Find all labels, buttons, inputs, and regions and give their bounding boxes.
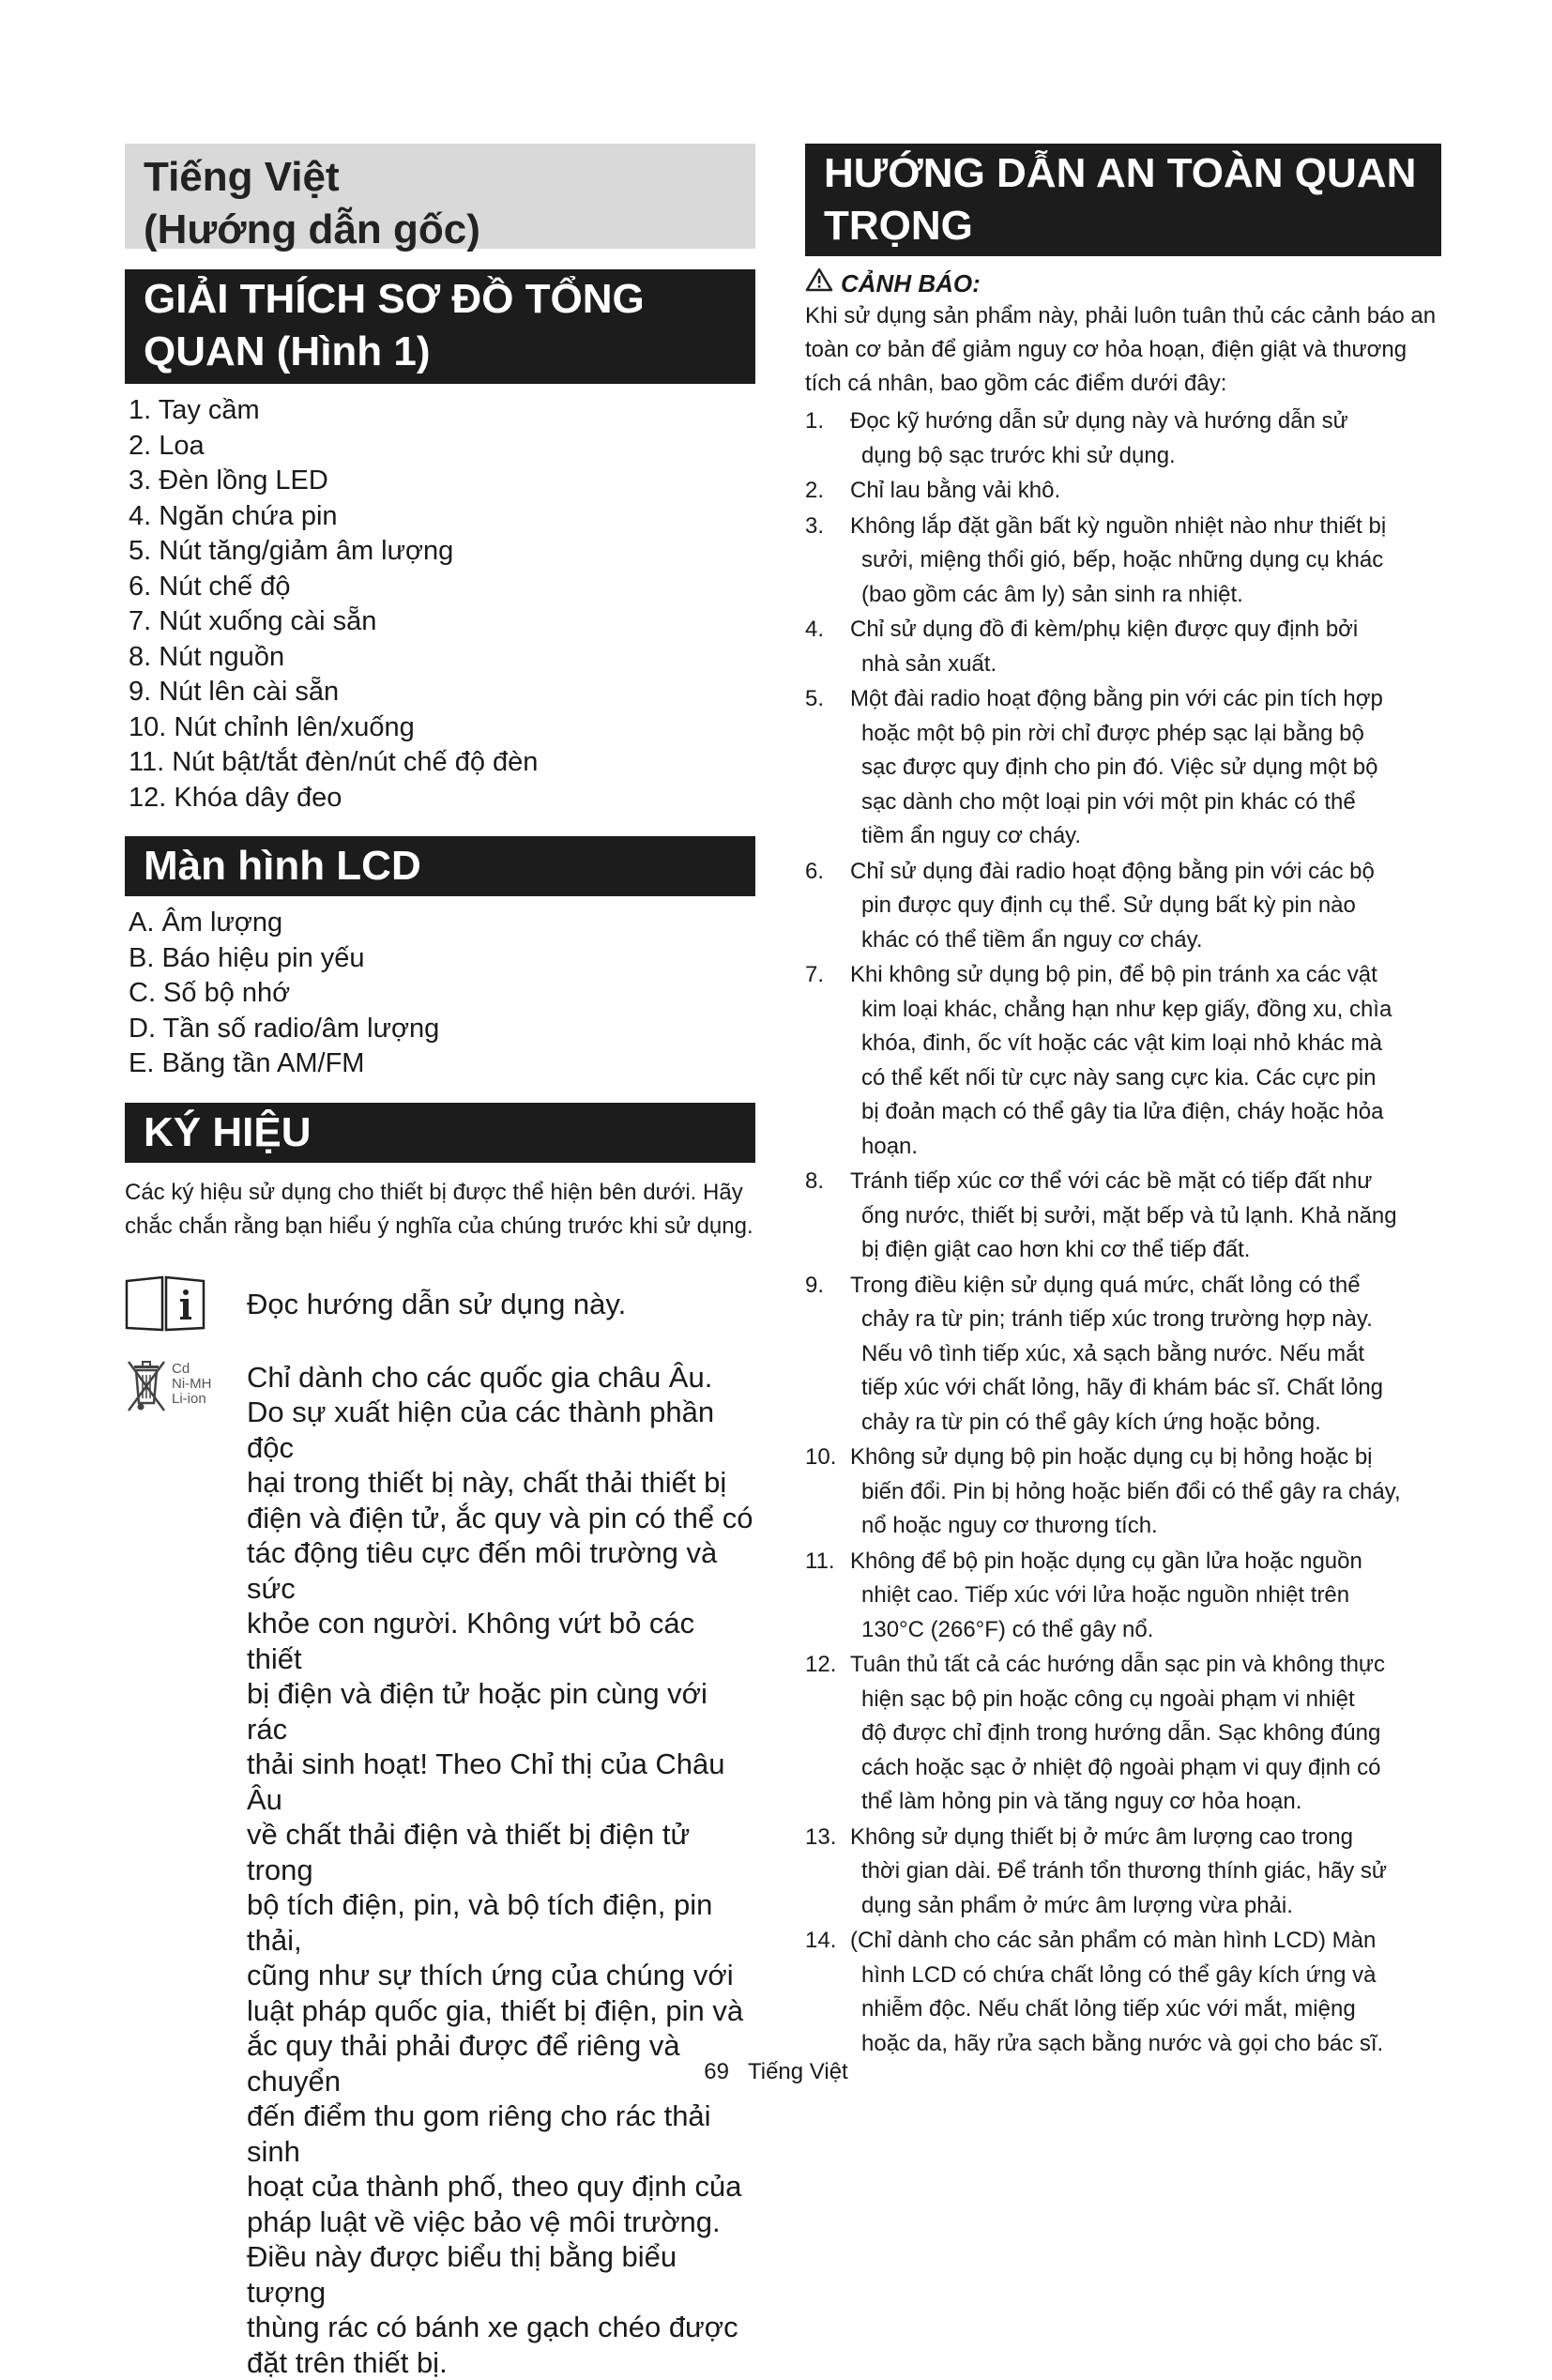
safety-rule-line: (Chỉ dành cho các sản phẩm có màn hình LCD) Màn — [850, 1924, 1441, 1959]
safety-rule-number: 2. — [805, 474, 824, 509]
safety-rule-line: Không lắp đặt gần bất kỳ nguồn nhiệt nào như thiết bị — [850, 510, 1441, 544]
safety-rule — [805, 474, 1441, 509]
overview-list-item: 4. Ngăn chứa pin — [125, 499, 755, 535]
overview-list-item: 2. Loa — [125, 429, 755, 465]
weee-text-line: Do sự xuất hiện của các thành phần độc — [247, 1395, 755, 1465]
lcd-list-item: D. Tần số radio/âm lượng — [125, 1012, 755, 1047]
page-footer — [0, 2058, 1552, 2086]
safety-rule-line: 130°C (266°F) có thể gây nổ. — [861, 1613, 1441, 1648]
safety-rule — [805, 1269, 1441, 1441]
symbol-weee-row — [125, 1360, 755, 2380]
weee-text-line: cũng như sự thích ứng của chúng với — [247, 1958, 755, 1993]
safety-rule — [805, 1648, 1441, 1820]
safety-rule-line: dụng sản phẩm ở mức âm lượng vừa phải. — [861, 1889, 1441, 1924]
safety-rule-line: biến đổi. Pin bị hỏng hoặc biến đổi có thể gây ra cháy, — [861, 1475, 1441, 1510]
weee-text-line: ắc quy thải phải được để riêng và chuyển — [247, 2028, 755, 2098]
overview-heading-line1: GIẢI THÍCH SƠ ĐỒ TỔNG — [144, 273, 737, 326]
safety-rule-line: bị điện giật cao hơn khi cơ thể tiếp đất. — [861, 1233, 1441, 1268]
weee-text-line: đặt trên thiết bị. — [247, 2345, 755, 2380]
safety-rule-line: có thể kết nối từ cực này sang cực kia. Các cực pin — [861, 1061, 1441, 1096]
safety-rule-line: Tuân thủ tất cả các hướng dẫn sạc pin và không thực — [850, 1648, 1441, 1683]
safety-rule-line: nhà sản xuất. — [861, 648, 1441, 682]
weee-text-line: bộ tích điện, pin, và bộ tích điện, pin thải, — [247, 1887, 755, 1958]
overview-section-heading — [125, 269, 755, 384]
overview-heading-line2: QUAN (Hình 1) — [144, 326, 737, 378]
weee-text-line: về chất thải điện và thiết bị điện tử trong — [247, 1817, 755, 1887]
safety-rule-line: hoặc một bộ pin rời chỉ được phép sạc lại bằng bộ — [861, 717, 1441, 752]
safety-rule-number: 12. — [805, 1648, 836, 1683]
safety-rule-line: khóa, đinh, ốc vít hoặc các vật kim loại nhỏ khác mà — [861, 1027, 1441, 1061]
weee-text-line: Điều này được biểu thị bằng biểu tượng — [247, 2239, 755, 2310]
safety-rule-line: Một đài radio hoạt động bằng pin với các pin tích hợp — [850, 682, 1441, 717]
safety-section-heading — [805, 144, 1441, 256]
safety-rule-line: chảy ra từ pin; tránh tiếp xúc trong trường hợp này. — [861, 1303, 1441, 1337]
safety-rule-line: hiện sạc bộ pin hoặc công cụ ngoài phạm vi nhiệt — [861, 1683, 1441, 1717]
safety-rule-line: Trong điều kiện sử dụng quá mức, chất lỏng có thể — [850, 1269, 1441, 1304]
safety-rule-line: Không sử dụng thiết bị ở mức âm lượng cao trong — [850, 1821, 1441, 1855]
left-column — [125, 144, 755, 2380]
safety-rule-line: Tránh tiếp xúc cơ thể với các bề mặt có tiếp đất như — [850, 1165, 1441, 1199]
safety-rule-line: sạc được quy định cho pin đó. Việc sử dụng một bộ — [861, 751, 1441, 786]
safety-rule — [805, 613, 1441, 681]
weee-text-line: luật pháp quốc gia, thiết bị điện, pin và — [247, 1993, 755, 2029]
safety-rule-line: hoạn. — [861, 1130, 1441, 1165]
safety-rule-number: 3. — [805, 510, 824, 544]
overview-list-item: 12. Khóa dây đeo — [125, 781, 755, 816]
weee-text-line: đến điểm thu gom riêng cho rác thải sinh — [247, 2098, 755, 2169]
safety-rule — [805, 510, 1441, 613]
safety-rule-number: 7. — [805, 958, 824, 993]
safety-rule — [805, 404, 1441, 473]
safety-rule-number: 1. — [805, 404, 824, 439]
weee-text-line: hại trong thiết bị này, chất thải thiết bị — [247, 1465, 755, 1501]
safety-rule-number: 10. — [805, 1441, 836, 1475]
overview-list-item: 3. Đèn lồng LED — [125, 464, 755, 499]
safety-rule-number: 5. — [805, 682, 824, 717]
safety-rule-line: ống nước, thiết bị sưởi, mặt bếp và tủ lạnh. Khả năng — [861, 1199, 1441, 1234]
symbol-manual-text: Đọc hướng dẫn sử dụng này. — [247, 1281, 755, 1322]
language-subtitle: (Hướng dẫn gốc) — [144, 204, 737, 256]
safety-rule-line: thể làm hỏng pin và tăng nguy cơ hỏa hoạn. — [861, 1785, 1441, 1820]
overview-list-item: 1. Tay cầm — [125, 393, 755, 429]
safety-rule-number: 11. — [805, 1545, 835, 1579]
safety-rule — [805, 682, 1441, 854]
safety-rule-number: 4. — [805, 613, 824, 648]
safety-rule-line: nhiễm độc. Nếu chất lỏng tiếp xúc với mắt, miệng — [861, 1992, 1441, 2027]
safety-rule-line: sưởi, miệng thổi gió, bếp, hoặc những dụng cụ khác — [861, 543, 1441, 578]
safety-rule-line: Đọc kỹ hướng dẫn sử dụng này và hướng dẫn sử — [850, 404, 1441, 439]
warning-intro: Khi sử dụng sản phẩm này, phải luôn tuân thủ các cảnh báo an toàn cơ bản để giảm nguy cơ hỏa hoạn, điện giật và thương tích cá nhân, bao gồm các điểm dưới đây: — [805, 299, 1441, 401]
overview-list-item: 11. Nút bật/tắt đèn/nút chế độ đèn — [125, 745, 755, 781]
safety-rule-number: 13. — [805, 1821, 836, 1855]
safety-rule-line: kim loại khác, chẳng hạn như kẹp giấy, đồng xu, chìa — [861, 993, 1441, 1028]
overview-parts-list — [125, 393, 755, 816]
read-manual-icon — [125, 1274, 207, 1338]
safety-rule-line: chảy ra từ pin có thể gây kích ứng hoặc bỏng. — [861, 1406, 1441, 1441]
symbol-manual-row — [125, 1281, 755, 1341]
weee-text-line: tác động tiêu cực đến môi trường và sức — [247, 1535, 755, 1606]
weee-text-line: pháp luật về việc bảo vệ môi trường. — [247, 2205, 755, 2240]
safety-heading-line2: TRỌNG — [824, 200, 1423, 252]
safety-rule-line: bị đoản mạch có thể gây tia lửa điện, cháy hoặc hỏa — [861, 1095, 1441, 1130]
overview-list-item: 6. Nút chế độ — [125, 570, 755, 605]
safety-rule — [805, 1441, 1441, 1544]
safety-rule-line: (bao gồm các âm ly) sản sinh ra nhiệt. — [861, 578, 1441, 613]
weee-text-line: hoạt của thành phố, theo quy định của — [247, 2169, 755, 2205]
safety-rules-list — [805, 404, 1441, 2061]
safety-rule-line: Nếu vô tình tiếp xúc, xả sạch bằng nước. Nếu mắt — [861, 1337, 1441, 1372]
lcd-items-list — [125, 906, 755, 1082]
safety-rule-line: dụng bộ sạc trước khi sử dụng. — [861, 439, 1441, 474]
safety-rule-line: nhiệt cao. Tiếp xúc với lửa hoặc nguồn nhiệt trên — [861, 1579, 1441, 1613]
safety-rule-line: hình LCD có chứa chất lỏng có thể gây kích ứng và — [861, 1959, 1441, 1993]
safety-rule-line: Chỉ sử dụng đài radio hoạt động bằng pin với các bộ — [850, 855, 1441, 890]
lcd-section-heading: Màn hình LCD — [125, 836, 755, 896]
safety-rule-line: hoặc da, hãy rửa sạch bằng nước và gọi cho bác sĩ. — [861, 2027, 1441, 2062]
safety-heading-line1: HƯỚNG DẪN AN TOÀN QUAN — [824, 147, 1423, 200]
overview-list-item: 5. Nút tăng/giảm âm lượng — [125, 534, 755, 570]
safety-rule-line: Không để bộ pin hoặc dụng cụ gần lửa hoặc nguồn — [850, 1545, 1441, 1579]
lcd-list-item: C. Số bộ nhớ — [125, 976, 755, 1012]
safety-rule — [805, 958, 1441, 1164]
language-title: Tiếng Việt — [144, 151, 737, 204]
warning-triangle-icon — [805, 267, 833, 299]
symbols-section-heading: KÝ HIỆU — [125, 1103, 755, 1163]
safety-rule-line: Chỉ lau bằng vải khô. — [850, 474, 1441, 509]
weee-text-line: Chỉ dành cho các quốc gia châu Âu. — [247, 1360, 755, 1396]
weee-text-line: khỏe con người. Không vứt bỏ các thiết — [247, 1606, 755, 1676]
right-column — [805, 144, 1441, 2062]
weee-label-cd: Cd — [172, 1361, 190, 1377]
safety-rule-line: Không sử dụng bộ pin hoặc dụng cụ bị hỏng hoặc bị — [850, 1441, 1441, 1475]
safety-rule-number: 8. — [805, 1165, 824, 1199]
weee-text-line: thùng rác có bánh xe gạch chéo được — [247, 2310, 755, 2345]
safety-rule-line: khác có thể tiềm ẩn nguy cơ cháy. — [861, 923, 1441, 958]
safety-rule-line: thời gian dài. Để tránh tổn thương thính giác, hãy sử — [861, 1854, 1441, 1889]
warning-heading — [805, 267, 1441, 299]
page-number: 69 — [704, 2059, 729, 2084]
safety-rule-line: tiếp xúc với chất lỏng, hãy đi khám bác sĩ. Chất lỏng — [861, 1371, 1441, 1406]
safety-rule-line: pin được quy định cụ thể. Sử dụng bất kỳ pin nào — [861, 889, 1441, 923]
weee-text-line: điện và điện tử, ắc quy và pin có thể có — [247, 1501, 755, 1536]
safety-rule-line: tiềm ẩn nguy cơ cháy. — [861, 819, 1441, 854]
safety-rule-line: Khi không sử dụng bộ pin, để bộ pin tránh xa các vật — [850, 958, 1441, 993]
lcd-list-item: A. Âm lượng — [125, 906, 755, 941]
symbols-intro: Các ký hiệu sử dụng cho thiết bị được thể hiện bên dưới. Hãy chắc chắn rằng bạn hiểu ý nghĩa của chúng trước khi sử dụng. — [125, 1176, 755, 1243]
safety-rule-number: 14. — [805, 1924, 836, 1959]
safety-rule — [805, 855, 1441, 958]
crossed-bin-icon — [125, 1356, 228, 1423]
language-header — [125, 144, 755, 249]
weee-label-liion: Li-ion — [172, 1391, 206, 1407]
safety-rule — [805, 1545, 1441, 1648]
warning-label: CẢNH BÁO: — [841, 267, 981, 299]
lcd-list-item: B. Báo hiệu pin yếu — [125, 941, 755, 977]
safety-rule-number: 6. — [805, 855, 824, 890]
overview-list-item: 7. Nút xuống cài sẵn — [125, 604, 755, 640]
lcd-list-item: E. Băng tần AM/FM — [125, 1046, 755, 1082]
safety-rule — [805, 1924, 1441, 2061]
weee-text-line: bị điện và điện tử hoặc pin cùng với rác — [247, 1676, 755, 1747]
weee-label-nimh: Ni-MH — [172, 1376, 212, 1392]
safety-rule-line: cách hoặc sạc ở nhiệt độ ngoài phạm vi quy định có — [861, 1751, 1441, 1786]
overview-list-item: 8. Nút nguồn — [125, 640, 755, 676]
weee-text-line: thải sinh hoạt! Theo Chỉ thị của Châu Âu — [247, 1747, 755, 1817]
safety-rule-line: sạc dành cho một loại pin với một pin khác có thể — [861, 786, 1441, 820]
safety-rule — [805, 1821, 1441, 1924]
safety-rule-line: nổ hoặc nguy cơ thương tích. — [861, 1509, 1441, 1544]
overview-list-item: 10. Nút chỉnh lên/xuống — [125, 710, 755, 746]
safety-rule-line: độ được chỉ định trong hướng dẫn. Sạc không đúng — [861, 1716, 1441, 1751]
safety-rule-number: 9. — [805, 1269, 824, 1304]
footer-language: Tiếng Việt — [748, 2059, 848, 2084]
symbol-weee-text — [247, 1360, 755, 2380]
overview-list-item: 9. Nút lên cài sẵn — [125, 675, 755, 710]
safety-rule-line: Chỉ sử dụng đồ đi kèm/phụ kiện được quy định bởi — [850, 613, 1441, 648]
safety-rule — [805, 1165, 1441, 1268]
